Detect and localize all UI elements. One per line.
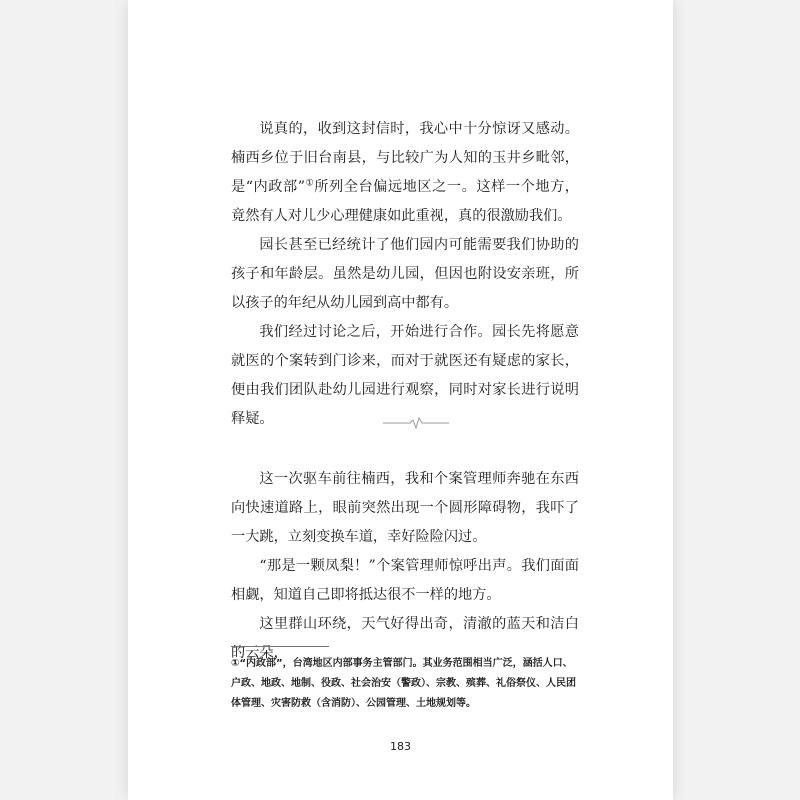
page-number: 183 [390,740,411,753]
paragraph-2: 园长甚至已经统计了他们园内可能需要我们协助的孩子和年龄层。虽然是幼儿园，但因也附设安亲班，所以孩子的年纪从幼儿园到高中都有。 [231,237,579,311]
paragraph-5: “那是一颗凤梨！”个案管理师惊呼出声。我们面面相觑，知道自己即将抵达很不一样的地方。 [231,558,579,603]
paragraph-4: 这一次驱车前往楠西，我和个案管理师奔驰在东西向快速道路上，眼前突然出现一个圆形障碍物，我吓了一大跳，立刻变换车道，幸好险险闪过。 [231,471,579,545]
paragraph-1: 说真的，收到这封信时，我心中十分惊讶又感动。楠西乡位于旧台南县，与比较广为人知的玉井乡毗邻，是“内政部”①所列全台偏远地区之一。这样一个地方，竟然有人对儿少心理健康如此重视，真的很激励我们。 [231,121,579,224]
text-block-1 [231,115,579,434]
footnote-divider [231,646,329,647]
footnote-marker[interactable]: ① [305,178,315,189]
footnote: ①“内政部”，台湾地区内部事务主管部门。其业务范围相当广泛，涵括人口、户政、地政、地制、役政、社会治安（警政）、宗教、殡葬、礼俗祭仪、人民团体管理、灾害防救（含消防）、公园管理、土地规划等。 [231,658,576,709]
paragraph-6: 这里群山环绕，天气好得出奇，清澈的蓝天和洁白的云朵， [231,616,579,661]
heartbeat-divider-icon [383,416,449,430]
book-page [128,0,673,800]
paragraph-3: 我们经过讨论之后，开始进行合作。园长先将愿意就医的个案转到门诊来，而对于就医还有疑虑的家长，便由我们团队赴幼儿园进行观察，同时对家长进行说明释疑。 [231,324,579,427]
text-block-2 [231,465,579,668]
